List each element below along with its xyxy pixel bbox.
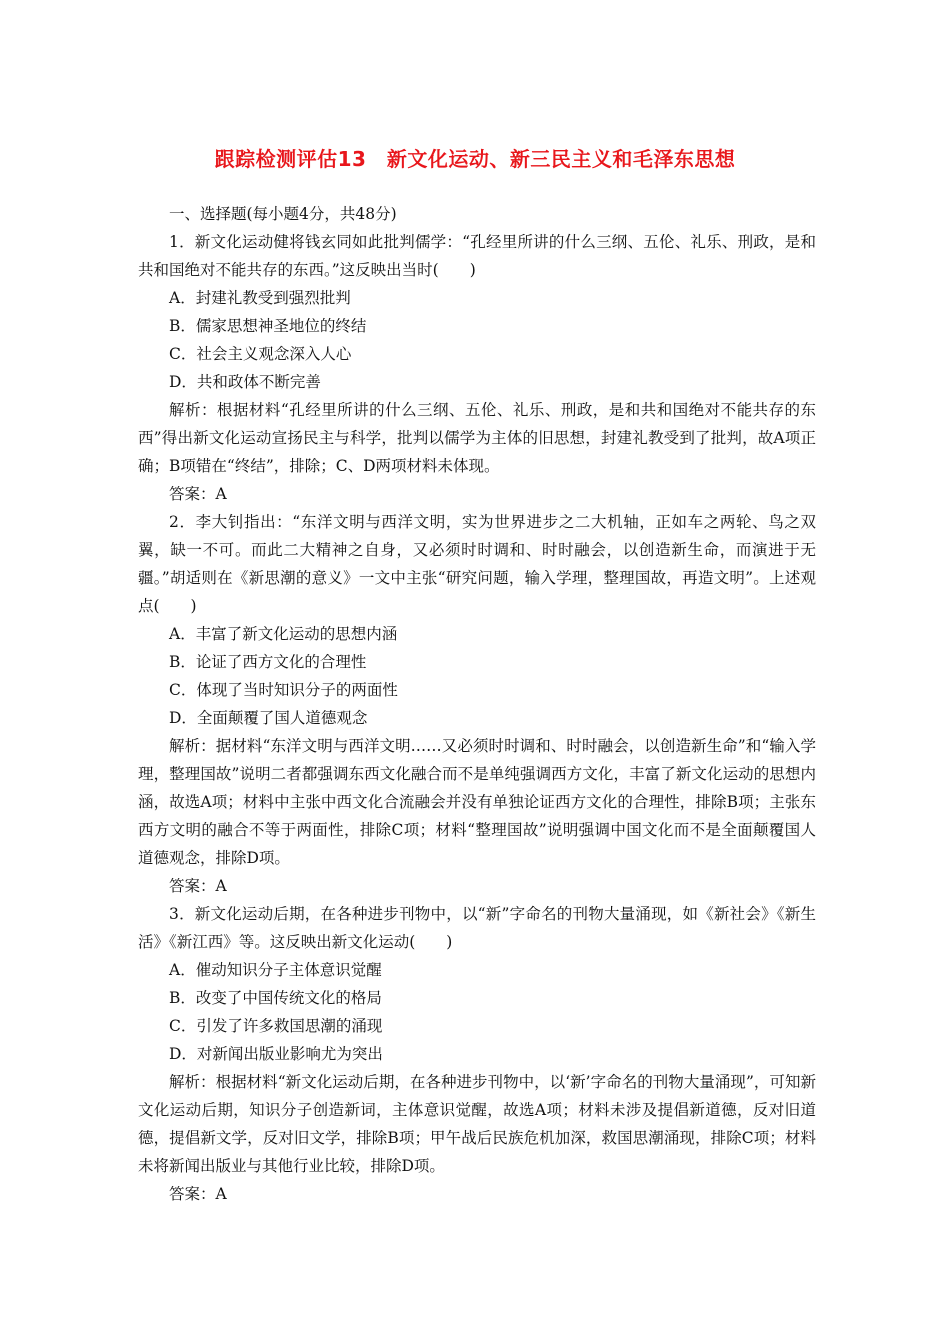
question-answer: 答案：A — [169, 485, 227, 503]
option-d: D．共和政体不断完善 — [169, 373, 321, 391]
option-a: A．催动知识分子主体意识觉醒 — [169, 961, 382, 979]
question-stem: 1．新文化运动健将钱玄同如此批判儒学：“孔经里所讲的什么三纲、五伦、礼乐、刑政，是和共和国绝对不能共存的东西。”这反映出当时( ) — [138, 233, 816, 279]
question-answer: 答案：A — [169, 877, 227, 895]
option-c: C．社会主义观念深入人心 — [169, 345, 352, 363]
option-c: C．引发了许多救国思潮的涌现 — [169, 1017, 383, 1035]
option-b: B．儒家思想神圣地位的终结 — [169, 317, 367, 335]
question-stem: 3．新文化运动后期，在各种进步刊物中，以“新”字命名的刊物大量涌现，如《新社会》《新生活》《新江西》等。这反映出新文化运动( ) — [138, 905, 816, 951]
option-c: C．体现了当时知识分子的两面性 — [169, 681, 398, 699]
document-title: 跟踪检测评估13 新文化运动、新三民主义和毛泽东思想 — [214, 147, 736, 171]
question-analysis: 解析：根据材料“孔经里所讲的什么三纲、五伦、礼乐、刑政，是和共和国绝对不能共存的东西”得出新文化运动宣扬民主与科学，批判以儒学为主体的旧思想，封建礼教受到了批判，故A项正确；B项错在“终结”，排除；C、D两项材料未体现。 — [138, 401, 816, 475]
question-stem: 2．李大钊指出：“东洋文明与西洋文明，实为世界进步之二大机轴，正如车之两轮、鸟之双翼，缺一不可。而此二大精神之自身，又必须时时调和、时时融会，以创造新生命，而演进于无疆。”胡适则在《新思潮的意义》一文中主张“研究问题，输入学理，整理国故，再造文明”。上述观点( ) — [138, 513, 816, 615]
question-analysis: 解析：据材料“东洋文明与西洋文明……又必须时时调和、时时融会，以创造新生命”和“输入学理，整理国故”说明二者都强调东西文化融合而不是单纯强调西方文化，丰富了新文化运动的思想内涵，故选A项；材料中主张中西文化合流融会并没有单独论证西方文化的合理性，排除B项；主张东西方文明的融合不等于两面性，排除C项；材料“整理国故”说明强调中国文化而不是全面颠覆国人道德观念，排除D项。 — [138, 737, 816, 867]
document-body — [138, 200, 816, 1208]
question-analysis: 解析：根据材料“新文化运动后期，在各种进步刊物中，以‘新’字命名的刊物大量涌现”，可知新文化运动后期，知识分子创造新词，主体意识觉醒，故选A项；材料未涉及提倡新道德，反对旧道德，提倡新文学，反对旧文学，排除B项；甲午战后民族危机加深，救国思潮涌现，排除C项；材料未将新闻出版业与其他行业比较，排除D项。 — [138, 1073, 816, 1175]
question-2 — [138, 508, 816, 900]
option-b: B．论证了西方文化的合理性 — [169, 653, 367, 671]
option-b: B．改变了中国传统文化的格局 — [169, 989, 382, 1007]
question-3 — [138, 900, 816, 1208]
section-heading: 一、选择题(每小题4分，共48分) — [169, 205, 397, 223]
question-1 — [138, 228, 816, 508]
option-d: D．全面颠覆了国人道德观念 — [169, 709, 368, 727]
option-d: D．对新闻出版业影响尤为突出 — [169, 1045, 383, 1063]
option-a: A．封建礼教受到强烈批判 — [169, 289, 351, 307]
option-a: A．丰富了新文化运动的思想内涵 — [169, 625, 398, 643]
question-answer: 答案：A — [169, 1185, 227, 1203]
